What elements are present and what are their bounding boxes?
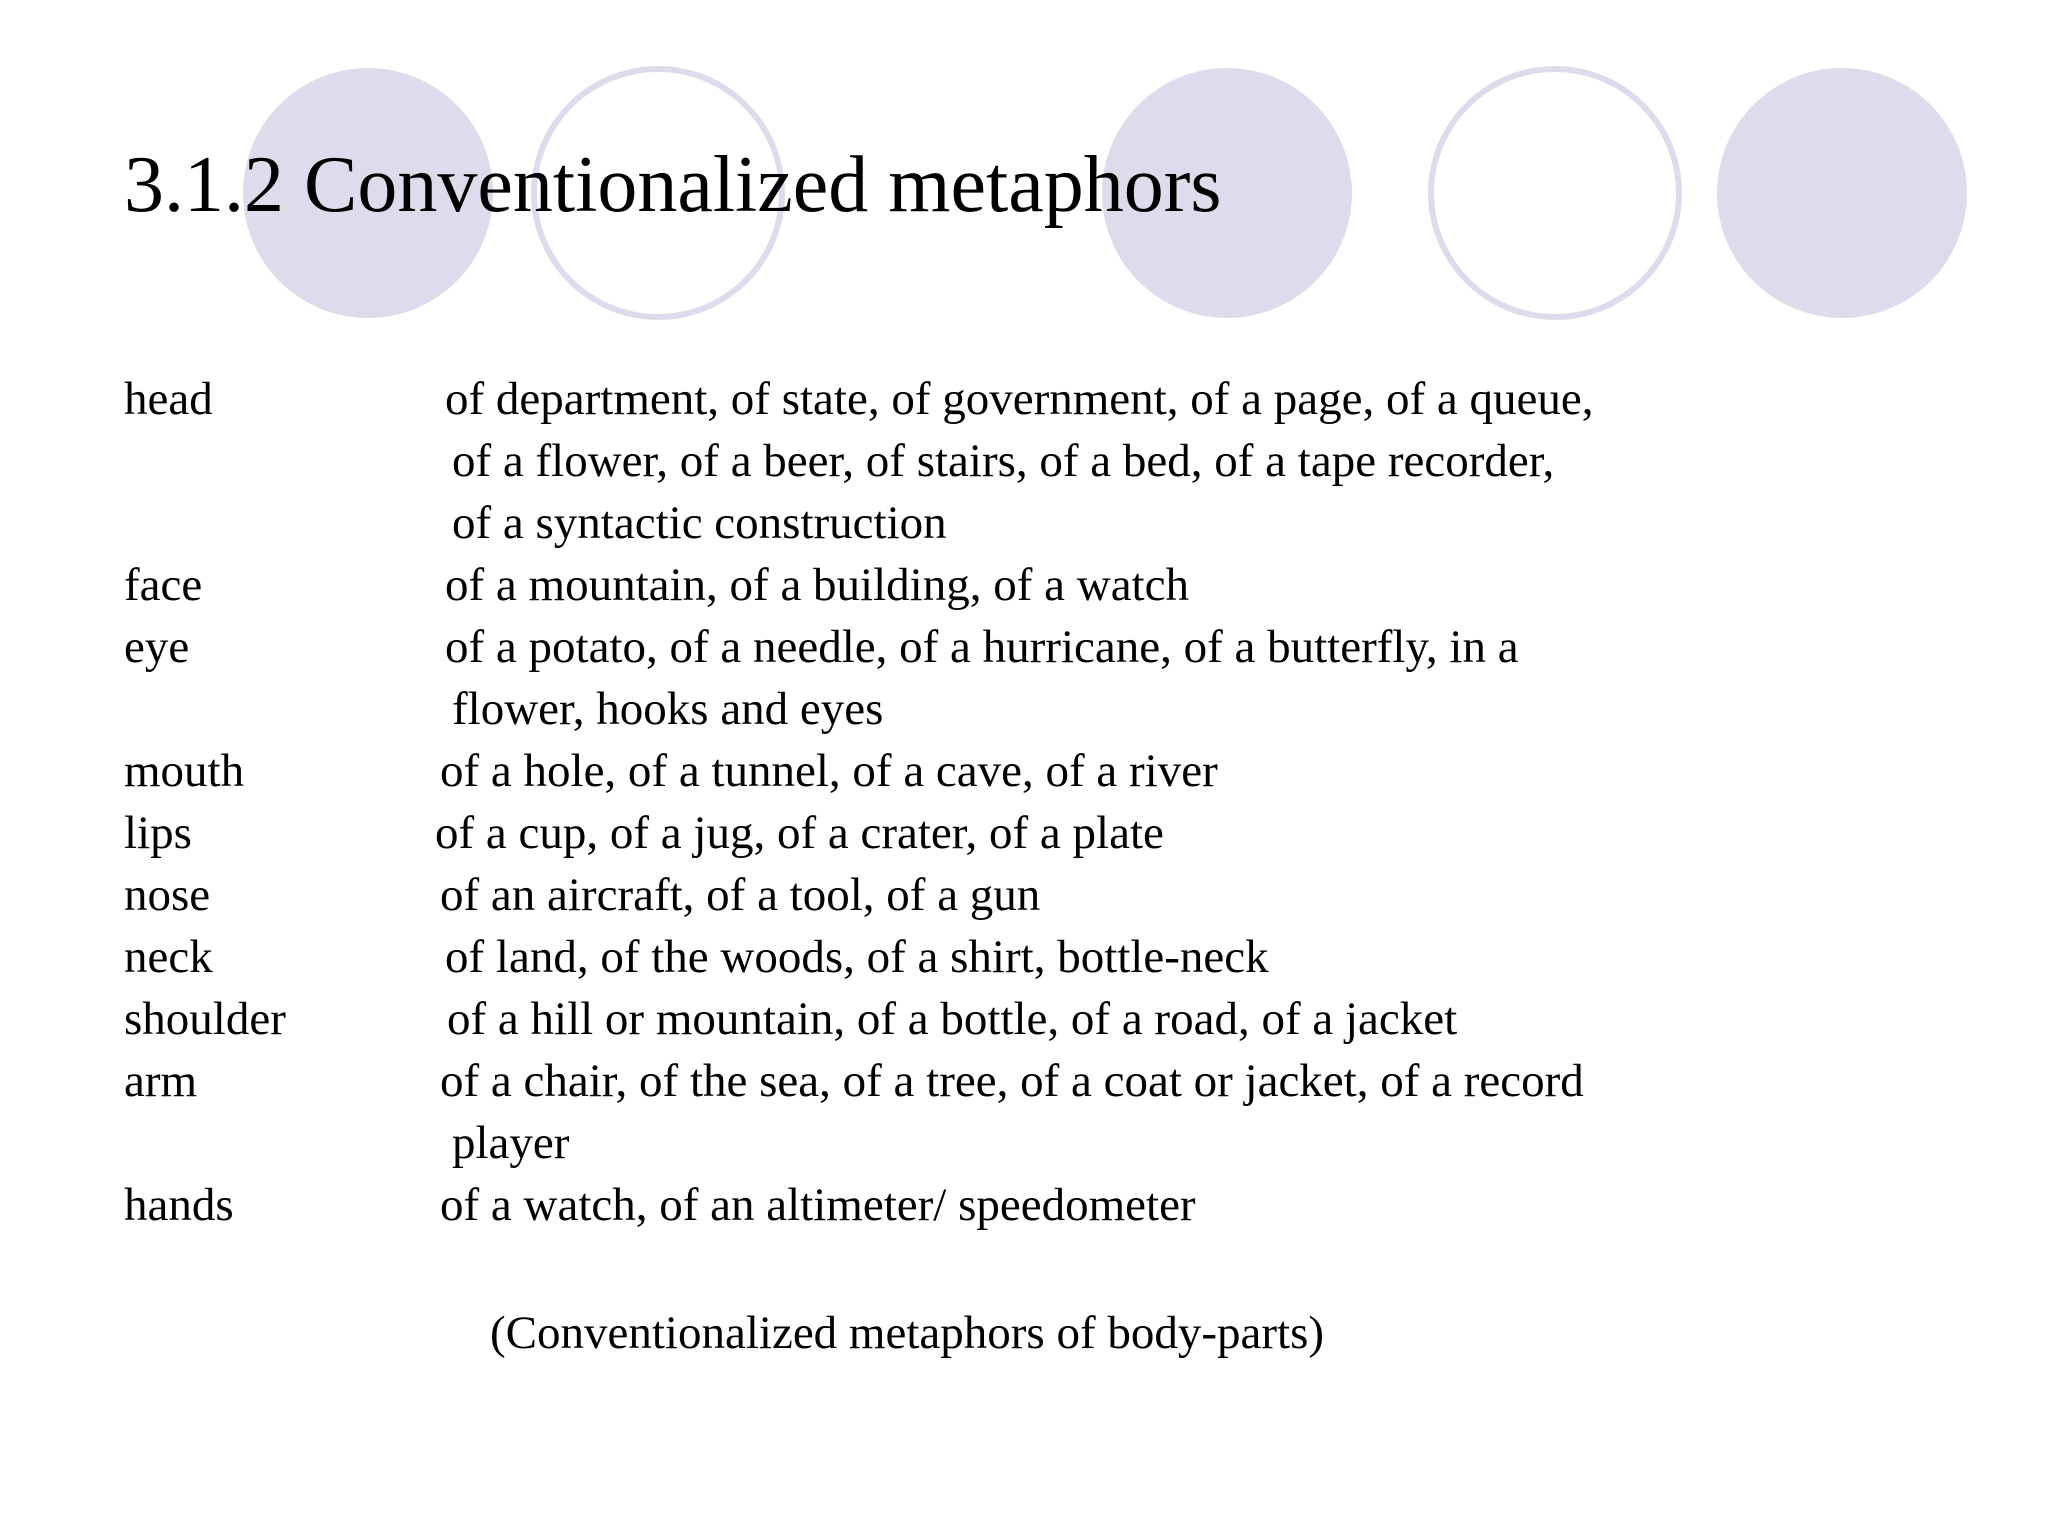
metaphor-line: of a syntactic construction [452,497,947,549]
metaphor-line: of a mountain, of a building, of a watch [445,559,1189,611]
metaphor-line: of a potato, of a needle, of a hurricane, of a butterfly, in a [445,621,1519,673]
metaphor-line: of a cup, of a jug, of a crater, of a plate [435,807,1164,859]
metaphor-line: of land, of the woods, of a shirt, bottle-neck [445,931,1269,983]
term-eye: eye [124,621,190,673]
metaphor-line: of a flower, of a beer, of stairs, of a bed, of a tape recorder, [452,435,1555,487]
metaphor-line: of a chair, of the sea, of a tree, of a coat or jacket, of a record [440,1055,1584,1107]
metaphor-line: of a hole, of a tunnel, of a cave, of a river [440,745,1218,797]
metaphor-line: flower, hooks and eyes [452,683,884,735]
metaphor-line: player [452,1117,570,1169]
outline-circle-icon [1431,69,1679,317]
term-lips: lips [124,807,192,859]
term-face: face [124,559,203,611]
metaphor-line: of department, of state, of government, of a page, of a queue, [445,373,1594,425]
metaphor-line: of a watch, of an altimeter/ speedometer [440,1179,1196,1231]
metaphor-line: of a hill or mountain, of a bottle, of a road, of a jacket [447,993,1458,1045]
term-hands: hands [124,1179,234,1231]
filled-circle-icon [1717,68,1967,318]
term-shoulder: shoulder [124,993,286,1045]
term-head: head [124,373,213,425]
term-arm: arm [124,1055,198,1107]
slide-caption: (Conventionalized metaphors of body-parts) [490,1307,1325,1359]
term-neck: neck [124,931,213,983]
term-nose: nose [124,869,211,921]
metaphor-line: of an aircraft, of a tool, of a gun [440,869,1041,921]
slide-title: 3.1.2 Conventionalized metaphors [124,141,1222,229]
term-mouth: mouth [124,745,245,797]
